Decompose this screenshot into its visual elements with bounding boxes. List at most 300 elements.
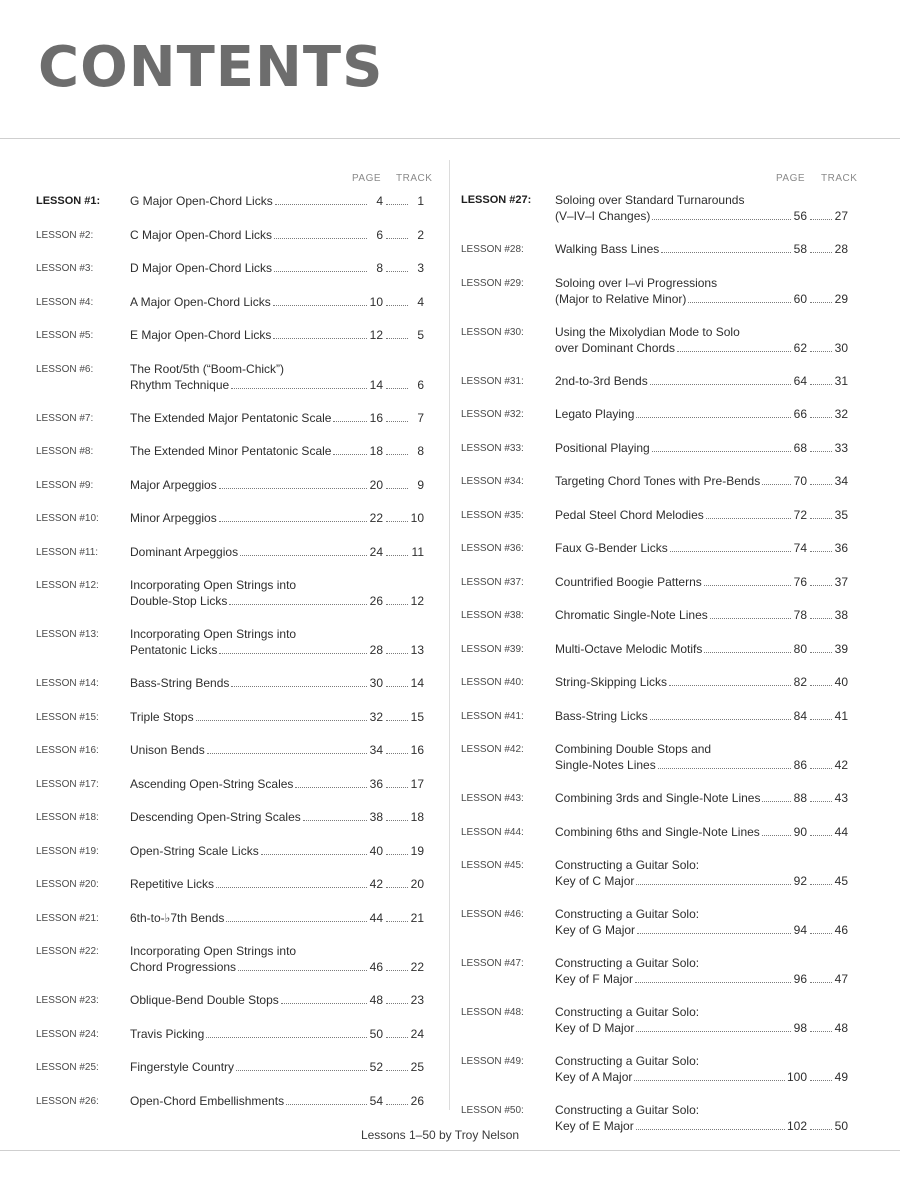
lesson-title-line: Multi-Octave Melodic Motifs xyxy=(555,641,703,656)
lesson-title-line: Travis Picking xyxy=(130,1026,205,1041)
toc-entry xyxy=(461,1053,848,1087)
dot-leader xyxy=(810,384,832,385)
track-column-header: TRACK xyxy=(396,173,433,184)
lesson-number: LESSON #3: xyxy=(36,263,94,274)
dot-leader xyxy=(206,1037,367,1038)
track-number: 16 xyxy=(410,743,424,757)
dot-leader xyxy=(661,252,791,253)
dot-leader xyxy=(810,835,832,836)
dot-leader xyxy=(658,768,791,769)
toc-entry xyxy=(461,574,848,608)
footer-credit: Lessons 1–50 by Troy Nelson xyxy=(360,1128,520,1142)
dot-leader xyxy=(238,970,367,971)
lesson-title-line: Fingerstyle Country xyxy=(130,1060,235,1074)
lesson-title-line: A Major Open-Chord Licks xyxy=(130,294,271,309)
lesson-number: LESSON #8: xyxy=(36,446,94,457)
track-number: 46 xyxy=(834,923,848,937)
lesson-number: LESSON #27: xyxy=(461,194,532,206)
track-number: 49 xyxy=(834,1070,848,1084)
lesson-title-line: Legato Playing xyxy=(555,407,635,421)
dot-leader xyxy=(386,720,408,721)
page-title: CONTENTS xyxy=(38,35,384,100)
dot-leader xyxy=(386,1003,408,1004)
lesson-title-line: D Major Open-Chord Licks xyxy=(130,261,273,275)
lesson-title-line: Incorporating Open Strings into xyxy=(130,944,297,958)
lesson-title-line: Faux G-Bender Licks xyxy=(555,541,668,555)
toc-entry xyxy=(461,708,848,742)
dot-leader xyxy=(386,787,408,788)
track-number: 23 xyxy=(410,993,424,1007)
lesson-number: LESSON #31: xyxy=(461,375,524,387)
dot-leader xyxy=(677,351,791,352)
track-number: 43 xyxy=(834,791,848,805)
page-number: 38 xyxy=(369,810,383,824)
toc-entry xyxy=(36,361,424,395)
dot-leader xyxy=(704,652,791,653)
dot-leader xyxy=(386,854,408,855)
page-number: 86 xyxy=(793,758,807,772)
lesson-title-line: E Major Open-Chord Licks xyxy=(130,328,272,342)
lesson-title-line: (Major to Relative Minor) xyxy=(555,291,687,306)
dot-leader xyxy=(650,719,791,720)
page-number: 18 xyxy=(369,444,383,458)
page-number: 70 xyxy=(793,474,807,488)
lesson-title-line: Combining 6ths and Single-Note Lines xyxy=(555,824,760,839)
dot-leader xyxy=(219,488,367,489)
page-number: 6 xyxy=(376,227,383,242)
toc-entry xyxy=(36,843,424,877)
dot-leader xyxy=(810,518,832,519)
toc-entry xyxy=(461,324,848,358)
dot-leader xyxy=(226,921,367,922)
page-number: 74 xyxy=(793,541,807,555)
dot-leader xyxy=(762,484,791,485)
lesson-number: LESSON #21: xyxy=(36,912,99,924)
lesson-title-line: Positional Playing xyxy=(555,440,650,455)
lesson-number: LESSON #23: xyxy=(36,995,99,1006)
lesson-title-line: Pedal Steel Chord Melodies xyxy=(555,507,704,522)
lesson-title-line: Ascending Open-String Scales xyxy=(130,776,294,791)
dot-leader xyxy=(669,685,791,686)
dot-leader xyxy=(810,1031,832,1032)
dot-leader xyxy=(236,1070,367,1071)
track-number: 42 xyxy=(834,758,848,772)
track-number: 20 xyxy=(410,877,424,891)
toc-entry xyxy=(36,294,424,328)
lesson-title-line: Unison Bends xyxy=(130,743,205,757)
bottom-rule xyxy=(0,1150,900,1151)
toc-entry xyxy=(36,410,424,444)
track-number: 41 xyxy=(834,708,848,723)
page-number: 80 xyxy=(793,641,807,656)
page-number: 54 xyxy=(369,1093,383,1108)
toc-entry xyxy=(461,406,848,440)
page-column-header: PAGE xyxy=(352,173,382,184)
column-divider xyxy=(449,160,450,1110)
toc-entry xyxy=(36,193,424,227)
lesson-number: LESSON #39: xyxy=(461,643,524,655)
track-number: 37 xyxy=(834,574,848,589)
dot-leader xyxy=(386,238,408,239)
dot-leader xyxy=(810,417,832,418)
dot-leader xyxy=(275,204,367,205)
dot-leader xyxy=(634,1080,785,1081)
toc-entry xyxy=(461,641,848,675)
lesson-number: LESSON #41: xyxy=(461,710,524,722)
lesson-title-line: Descending Open-String Scales xyxy=(130,810,301,824)
dot-leader xyxy=(810,884,832,885)
track-number: 29 xyxy=(834,291,848,306)
toc-entry xyxy=(36,809,424,843)
lesson-number: LESSON #6: xyxy=(36,363,94,375)
dot-leader xyxy=(386,305,408,306)
lesson-number: LESSON #35: xyxy=(461,509,524,521)
toc-entry xyxy=(36,776,424,810)
lesson-number: LESSON #2: xyxy=(36,229,94,241)
toc-entry xyxy=(36,510,424,544)
toc-entry xyxy=(36,260,424,294)
toc-entry xyxy=(461,540,848,574)
lesson-number: LESSON #36: xyxy=(461,543,524,554)
page-number: 4 xyxy=(376,194,383,208)
lesson-title-line: Countrified Boogie Patterns xyxy=(555,574,702,589)
lesson-title-line: Key of G Major xyxy=(555,923,636,937)
page-number: 94 xyxy=(793,923,807,937)
lesson-title-line: Incorporating Open Strings into xyxy=(130,627,297,641)
lesson-title-line: 6th-to-♭7th Bends xyxy=(130,910,225,925)
dot-leader xyxy=(261,854,367,855)
lesson-title-line: C Major Open-Chord Licks xyxy=(130,227,273,242)
track-number: 47 xyxy=(834,972,848,986)
page-number: 40 xyxy=(369,843,383,858)
lesson-title-line: Using the Mixolydian Mode to Solo xyxy=(555,324,740,339)
track-number: 5 xyxy=(417,328,424,342)
toc-entry xyxy=(36,477,424,511)
dot-leader xyxy=(386,653,408,654)
lesson-number: LESSON #13: xyxy=(36,629,99,640)
lesson-number: LESSON #30: xyxy=(461,326,524,338)
lesson-title-line: Bass-String Bends xyxy=(130,676,230,690)
lesson-number: LESSON #34: xyxy=(461,476,524,487)
page-number: 102 xyxy=(786,1119,807,1133)
dot-leader xyxy=(295,787,367,788)
dot-leader xyxy=(386,204,408,205)
page-number: 100 xyxy=(786,1070,807,1084)
toc-entry xyxy=(36,1026,424,1060)
dot-leader xyxy=(231,388,367,389)
lesson-title-line: The Extended Major Pentatonic Scale xyxy=(130,410,332,425)
track-number: 15 xyxy=(410,709,424,724)
page-number: 68 xyxy=(793,440,807,455)
dot-leader xyxy=(386,686,408,687)
dot-leader xyxy=(273,338,367,339)
track-number: 38 xyxy=(834,608,848,622)
track-number: 7 xyxy=(417,410,424,425)
toc-entry xyxy=(36,626,424,660)
dot-leader xyxy=(303,820,367,821)
lesson-number: LESSON #49: xyxy=(461,1056,524,1067)
lesson-number: LESSON #48: xyxy=(461,1007,524,1018)
toc-entry xyxy=(461,192,848,226)
track-number: 6 xyxy=(417,377,424,392)
track-number: 1 xyxy=(417,194,424,208)
lesson-number: LESSON #29: xyxy=(461,277,524,289)
dot-leader xyxy=(810,768,832,769)
page-number: 30 xyxy=(369,676,383,690)
lesson-number: LESSON #26: xyxy=(36,1095,99,1107)
page-number: 10 xyxy=(369,294,383,309)
lesson-number: LESSON #16: xyxy=(36,745,99,756)
track-number: 21 xyxy=(410,910,424,925)
track-number: 32 xyxy=(834,407,848,421)
toc-entry xyxy=(36,227,424,261)
lesson-title-line: Rhythm Technique xyxy=(130,377,230,392)
dot-leader xyxy=(650,384,791,385)
track-number: 44 xyxy=(834,824,848,839)
page-number: 28 xyxy=(369,643,383,657)
dot-leader xyxy=(333,421,367,422)
lesson-title-line: over Dominant Chords xyxy=(555,340,676,355)
dot-leader xyxy=(810,585,832,586)
lesson-number: LESSON #28: xyxy=(461,244,524,255)
track-number: 2 xyxy=(417,227,424,242)
toc-entry xyxy=(461,906,848,940)
dot-leader xyxy=(810,933,832,934)
track-number: 33 xyxy=(834,440,848,455)
toc-entry xyxy=(461,607,848,641)
lesson-title-line: Minor Arpeggios xyxy=(130,511,217,525)
dot-leader xyxy=(386,604,408,605)
page-number: 44 xyxy=(369,910,383,925)
dot-leader xyxy=(333,454,367,455)
dot-leader xyxy=(810,219,832,220)
page-number: 20 xyxy=(369,477,383,492)
lesson-title-line: Constructing a Guitar Solo: xyxy=(555,907,700,921)
dot-leader xyxy=(229,604,367,605)
track-number: 35 xyxy=(834,507,848,522)
page-number: 26 xyxy=(369,594,383,608)
lesson-title-line: Dominant Arpeggios xyxy=(130,544,239,559)
lesson-number: LESSON #40: xyxy=(461,677,524,688)
track-number: 48 xyxy=(834,1021,848,1035)
lesson-title-line: Key of D Major xyxy=(555,1021,635,1035)
dot-leader xyxy=(635,982,791,983)
dot-leader xyxy=(386,454,408,455)
toc-entry xyxy=(461,473,848,507)
dot-leader xyxy=(762,801,791,802)
toc-entry xyxy=(36,992,424,1026)
page-number: 32 xyxy=(369,709,383,724)
dot-leader xyxy=(688,302,791,303)
track-number: 34 xyxy=(834,474,848,488)
dot-leader xyxy=(704,585,791,586)
lesson-number: LESSON #46: xyxy=(461,909,524,920)
page-number: 90 xyxy=(793,824,807,839)
dot-leader xyxy=(810,719,832,720)
dot-leader xyxy=(219,521,367,522)
lesson-title-line: Incorporating Open Strings into xyxy=(130,578,297,592)
top-rule xyxy=(0,138,900,139)
track-number: 19 xyxy=(410,843,424,858)
lesson-title-line: Combining Double Stops and xyxy=(555,742,712,756)
track-number: 18 xyxy=(410,810,424,824)
dot-leader xyxy=(810,685,832,686)
toc-entry xyxy=(36,910,424,944)
lesson-number: LESSON #42: xyxy=(461,744,524,755)
lesson-title-line: Walking Bass Lines xyxy=(555,242,660,256)
lesson-number: LESSON #11: xyxy=(36,546,99,558)
page-number: 34 xyxy=(369,743,383,757)
toc-entry xyxy=(36,577,424,611)
page-number: 78 xyxy=(793,608,807,622)
lesson-number: LESSON #32: xyxy=(461,409,524,420)
lesson-title-line: Soloing over Standard Turnarounds xyxy=(555,193,745,207)
track-number: 14 xyxy=(410,676,424,690)
lesson-title-line: The Root/5th (“Boom-Chick”) xyxy=(130,361,285,376)
dot-leader xyxy=(219,653,367,654)
toc-entry xyxy=(461,507,848,541)
dot-leader xyxy=(670,551,791,552)
lesson-title-line: Key of F Major xyxy=(555,972,634,986)
page-number: 42 xyxy=(369,877,383,891)
dot-leader xyxy=(386,488,408,489)
toc-entry xyxy=(36,443,424,477)
toc-entry xyxy=(36,1093,424,1127)
track-number: 27 xyxy=(834,209,848,223)
lesson-number: LESSON #24: xyxy=(36,1028,99,1040)
track-number: 25 xyxy=(410,1060,424,1074)
dot-leader xyxy=(274,271,367,272)
track-number: 45 xyxy=(834,874,848,888)
lesson-number: LESSON #50: xyxy=(461,1105,524,1116)
dot-leader xyxy=(636,417,791,418)
dot-leader xyxy=(386,921,408,922)
page-number: 8 xyxy=(376,261,383,275)
dot-leader xyxy=(762,835,791,836)
track-number: 26 xyxy=(410,1093,424,1108)
dot-leader xyxy=(810,982,832,983)
dot-leader xyxy=(386,887,408,888)
page-number: 22 xyxy=(369,511,383,525)
dot-leader xyxy=(240,555,367,556)
dot-leader xyxy=(386,1070,408,1071)
lesson-title-line: Soloing over I–vi Progressions xyxy=(555,275,718,290)
dot-leader xyxy=(216,887,367,888)
lesson-title-line: Key of A Major xyxy=(555,1070,633,1084)
lesson-number: LESSON #20: xyxy=(36,879,99,890)
lesson-title-line: Open-String Scale Licks xyxy=(130,843,259,858)
page-column-header: PAGE xyxy=(776,173,806,184)
lesson-number: LESSON #37: xyxy=(461,576,524,588)
lesson-title-line: Repetitive Licks xyxy=(130,877,215,891)
page-number: 24 xyxy=(369,544,383,559)
lesson-title-line: Chord Progressions xyxy=(130,960,237,974)
page-number: 72 xyxy=(793,507,807,522)
lesson-title-line: Major Arpeggios xyxy=(130,477,217,492)
track-number: 24 xyxy=(410,1026,424,1041)
toc-entry xyxy=(461,1004,848,1038)
lesson-title-line: String-Skipping Licks xyxy=(555,675,668,689)
dot-leader xyxy=(386,1037,408,1038)
dot-leader xyxy=(652,451,791,452)
track-number: 8 xyxy=(417,444,424,458)
dot-leader xyxy=(386,820,408,821)
lesson-number: LESSON #1: xyxy=(36,195,101,207)
lesson-title-line: G Major Open-Chord Licks xyxy=(130,194,273,208)
dot-leader xyxy=(386,1104,408,1105)
lesson-title-line: (V–IV–I Changes) xyxy=(555,209,651,223)
dot-leader xyxy=(207,753,367,754)
toc-entry xyxy=(36,1059,424,1093)
lesson-title-line: The Extended Minor Pentatonic Scale xyxy=(130,444,332,458)
page-number: 46 xyxy=(369,960,383,974)
track-number: 31 xyxy=(834,373,848,388)
lesson-title-line: 2nd-to-3rd Bends xyxy=(555,373,648,388)
dot-leader xyxy=(810,484,832,485)
dot-leader xyxy=(810,801,832,802)
page-number: 14 xyxy=(369,377,383,392)
lesson-title-line: Triple Stops xyxy=(130,709,194,724)
page-number: 88 xyxy=(793,791,807,805)
dot-leader xyxy=(386,521,408,522)
track-number: 11 xyxy=(411,544,424,559)
toc-entry xyxy=(461,373,848,407)
toc-entry xyxy=(461,741,848,775)
dot-leader xyxy=(196,720,367,721)
dot-leader xyxy=(386,753,408,754)
lesson-title-line: Double-Stop Licks xyxy=(130,594,228,608)
dot-leader xyxy=(810,302,832,303)
track-number: 50 xyxy=(834,1119,848,1133)
dot-leader xyxy=(810,551,832,552)
page-number: 98 xyxy=(793,1021,807,1035)
lesson-number: LESSON #10: xyxy=(36,513,99,524)
dot-leader xyxy=(286,1104,367,1105)
toc-entry xyxy=(461,790,848,824)
dot-leader xyxy=(810,451,832,452)
dot-leader xyxy=(231,686,367,687)
lesson-number: LESSON #19: xyxy=(36,845,99,857)
lesson-number: LESSON #22: xyxy=(36,946,99,957)
dot-leader xyxy=(386,970,408,971)
track-number: 4 xyxy=(417,294,424,309)
dot-leader xyxy=(636,884,791,885)
track-number: 40 xyxy=(834,675,848,689)
track-number: 10 xyxy=(410,511,424,525)
lesson-title-line: Key of C Major xyxy=(555,874,635,888)
dot-leader xyxy=(386,271,408,272)
toc-entry xyxy=(461,955,848,989)
toc-entry xyxy=(36,544,424,578)
track-number: 17 xyxy=(410,776,424,791)
lesson-number: LESSON #17: xyxy=(36,778,99,790)
toc-entry xyxy=(461,275,848,309)
lesson-number: LESSON #9: xyxy=(36,479,94,491)
page-number: 52 xyxy=(369,1060,383,1074)
lesson-number: LESSON #15: xyxy=(36,711,99,723)
toc-entry xyxy=(461,824,848,858)
lesson-number: LESSON #18: xyxy=(36,812,99,823)
dot-leader xyxy=(386,388,408,389)
dot-leader xyxy=(636,1031,791,1032)
page-number: 62 xyxy=(793,340,807,355)
page-number: 92 xyxy=(793,874,807,888)
toc-entry xyxy=(36,876,424,910)
lesson-number: LESSON #43: xyxy=(461,793,524,804)
lesson-number: LESSON #44: xyxy=(461,826,524,838)
toc-entry xyxy=(461,857,848,891)
lesson-title-line: Key of E Major xyxy=(555,1119,634,1133)
